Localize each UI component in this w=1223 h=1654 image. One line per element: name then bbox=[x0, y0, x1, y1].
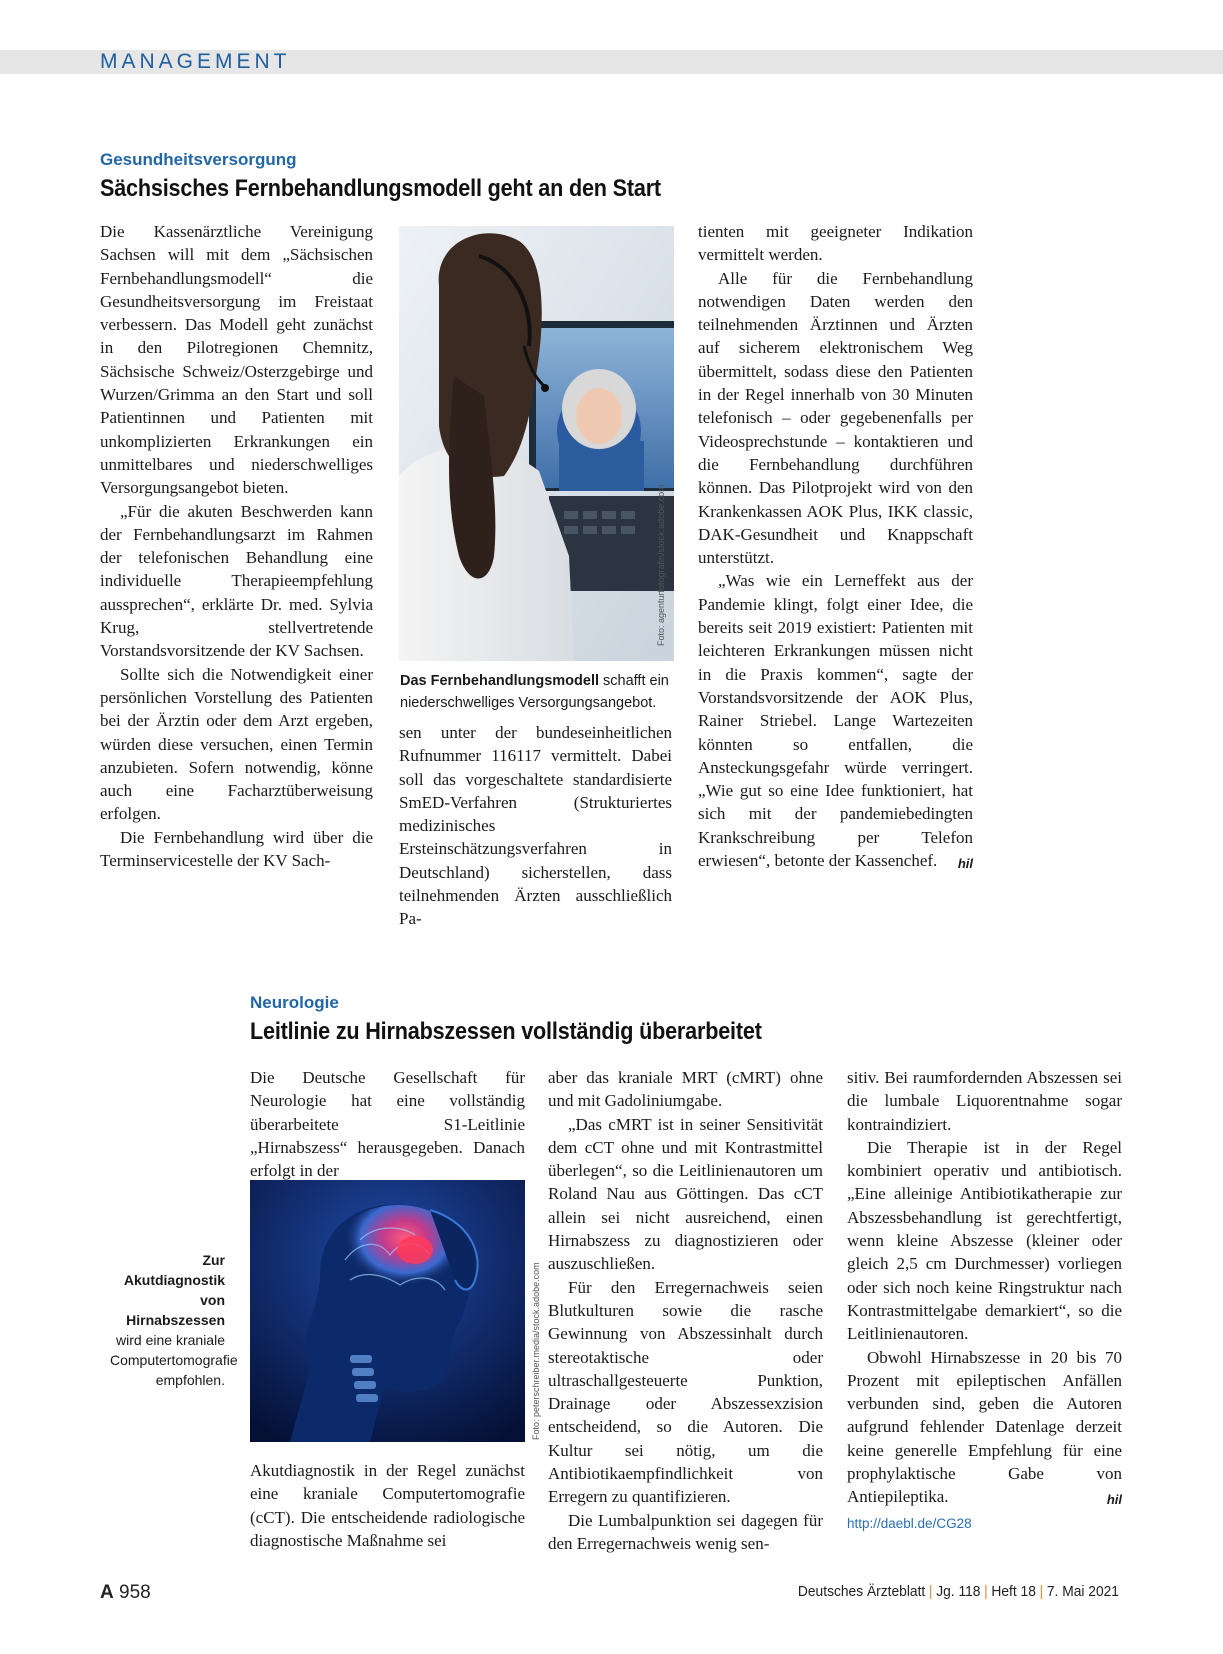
paragraph: Die Lumbalpunktion sei dagegen für den Erregernachweis wenig sen- bbox=[548, 1510, 823, 1553]
paragraph: Für den Erregernachweis seien Blutkulturen sowie die rasche Gewinnung von Abszessinhalt durch stereotaktische oder ultraschallgesteuerte Punktion, Drainage oder Abszessexzision entscheidend, so die Autoren. Die Kultur sei nötig, um die Antibiotikaempfindlichkeit von Erregern zu quantifizieren. bbox=[548, 1277, 823, 1507]
brain-photo bbox=[250, 1180, 525, 1442]
caption-text: schafft ein niederschwelliges Versorgungsangebot. bbox=[400, 673, 669, 711]
article2-kicker: Neurologie bbox=[250, 993, 339, 1012]
paragraph: Die Kassenärztliche Vereinigung Sachsen will mit dem „Sächsischen Fernbehandlungsmodell“ die Gesundheitsversorgung im Freistaat verbessern. Das Modell geht zunächst in den Pilotregionen Chemnitz, Sächsische Schweiz/Osterzgebirge und Wurzen/Grimma an den Start und soll Patientinnen und Patienten mit unkomplizierten Erkrankungen ein unmittelbares und niederschwelliges Versorgungsangebot bieten. bbox=[100, 222, 373, 498]
publication-info: Deutsches Ärzteblatt | Jg. 118 | Heft 18 | 7. Mai 2021 bbox=[797, 1583, 1119, 1600]
reference-link[interactable]: http://daebl.de/CG28 bbox=[847, 1515, 972, 1531]
paragraph: Die Fernbehandlung wird über die Terminservicestelle der KV Sach- bbox=[100, 827, 373, 871]
image-credit: Foto: agenturfotografin/stock.adobe.com bbox=[656, 484, 666, 646]
paragraph: „Für die akuten Beschwerden kann der Fernbehandlungsarzt im Rahmen der telefonischen Behandlung eine individuelle Therapieempfehlung aussprechen“, erklärte Dr. med. Sylvia Krug, stellvertretende Vorstandsvorsitzende der KV Sachsen. bbox=[100, 501, 373, 661]
issue: Heft 18 bbox=[991, 1583, 1036, 1600]
paragraph-text: „Was wie ein Lerneffekt aus der Pandemie klingt, folgt einer Idee, die bereits seit 2019 existiert: Patienten mit leichteren Erkrankungen müssen nicht in die Praxis kommen“, sagte der Vorstandsvorsitzende der AOK Plus, Rainer Striebel. Lange Wartezeiten könnten so entfallen, die Ansteckungsgefahr würde verringert. „Wie gut so eine Idee funktioniert, hat sich mit der pandemiebedingten Krankschreibung per Telefon erwiesen“, betonte der Kassenchef. bbox=[698, 571, 973, 871]
paragraph: tienten mit geeigneter Indikation vermittelt werden. bbox=[698, 222, 973, 265]
paragraph: „Das cMRT ist in seiner Sensitivität dem cCT ohne und mit Kontrastmittel überlegen“, so die Leitlinienautoren um Roland Nau aus Göttingen. Das cCT allein sei nicht ausreichend, einen Hirnabszess zu diagnostizieren oder auszuschließen. bbox=[548, 1114, 823, 1274]
paragraph: Die Therapie ist in der Regel kombiniert operativ und antibiotisch. „Eine alleinige Antibiotikatherapie zur Abszessbehandlung ist gerechtfertigt, wenn kleine Abszesse (kleiner oder gleich 2,5 cm Durchmesser) vorliegen oder sich noch keine Ringstruktur nach Kontrastmittelgabe demarkiert“, so die Leitlinienautoren. bbox=[847, 1137, 1122, 1344]
image-credit: Foto: peterschreiber.media/stock.adobe.com bbox=[531, 1262, 541, 1440]
brain-illustration bbox=[250, 1180, 525, 1442]
article2-headline: Leitlinie zu Hirnabszessen vollständig überarbeitet bbox=[250, 1018, 762, 1045]
telemedicine-photo bbox=[399, 226, 674, 661]
author-signature: hil bbox=[1106, 1492, 1122, 1508]
article2-column-1-top bbox=[250, 1066, 525, 1182]
article2-column-1-bottom bbox=[250, 1459, 525, 1552]
paragraph: Die Deutsche Gesellschaft für Neurologie hat eine vollständig überarbeitete S1-Leitlinie „Hirnabszess“ herausgegeben. Danach erfolgt in der bbox=[250, 1068, 525, 1181]
paragraph-text: Obwohl Hirnabszesse in 20 bis 70 Prozent mit epileptischen Anfällen verbunden sind, geben die Autoren aufgrund fehlender Datenlage derzeit keine generelle Empfehlung für eine prophylaktische Gabe von Antiepileptika. bbox=[847, 1347, 1122, 1507]
article2-column-3 bbox=[847, 1066, 1122, 1535]
paragraph bbox=[847, 1346, 1122, 1509]
article1-column-1 bbox=[100, 220, 373, 872]
paragraph: sitiv. Bei raumfordernden Abszessen sei die lumbale Liquorentnahme sogar kontraindiziert. bbox=[847, 1068, 1122, 1134]
page-number-value: 958 bbox=[119, 1582, 151, 1603]
caption-bold: Zur Akutdiagnostik von Hirnabszessen bbox=[123, 1252, 225, 1328]
section-label: MANAGEMENT bbox=[100, 50, 291, 73]
page-prefix: A bbox=[100, 1582, 114, 1603]
telemedicine-illustration bbox=[399, 226, 674, 661]
article1-caption bbox=[400, 670, 690, 714]
author-signature: hil bbox=[957, 856, 973, 872]
article1-kicker: Gesundheitsversorgung bbox=[100, 150, 297, 169]
article2-caption bbox=[110, 1250, 238, 1390]
paragraph: sen unter der bundeseinheitlichen Rufnummer 116117 vermittelt. Dabei soll das vorgeschaltete standardisierte SmED-Verfahren (Strukturiertes medizinisches Ersteinschätzungsverfahren in Deutschland) sicherstellen, dass teilnehmenden Ärzten ausschließlich Pa- bbox=[399, 723, 672, 929]
volume: Jg. 118 bbox=[936, 1583, 981, 1600]
article2-column-2 bbox=[548, 1066, 823, 1555]
paragraph: Alle für die Fernbehandlung notwendigen Daten werden den teilnehmenden Ärztinnen und Ärzten auf sicherem elektronischem Weg übermittelt, sodass diese den Patienten in der Regel innerhalb von 30 Minuten telefonisch – oder gegebenenfalls per Videosprechstunde – kontaktieren und die Fernbehandlung durchführen können. Das Pilotprojekt wird von den Krankenkassen AOK Plus, IKK classic, DAK-Gesundheit und Knappschaft unterstützt. bbox=[698, 268, 973, 568]
caption-bold: Das Fernbehandlungsmodell bbox=[400, 673, 599, 689]
caption-text: wird eine kraniale Computertomografie empfohlen. bbox=[110, 1332, 238, 1388]
page-number bbox=[100, 1582, 151, 1604]
article1-column-3 bbox=[698, 220, 973, 875]
paragraph: Sollte sich die Notwendigkeit einer persönlichen Vorstellung des Patienten bei der Ärztin oder dem Arzt ergeben, würden diese versuchen, einen Termin anzubieten. Sofern notwendig, könne auch eine Facharztüberweisung erfolgen. bbox=[100, 664, 373, 824]
article1-column-2 bbox=[399, 721, 672, 931]
article1-headline: Sächsisches Fernbehandlungsmodell geht an den Start bbox=[100, 175, 661, 202]
journal-name: Deutsches Ärzteblatt bbox=[797, 1583, 926, 1600]
paragraph: aber das kraniale MRT (cMRT) ohne und mit Gadoliniumgabe. bbox=[548, 1068, 823, 1111]
paragraph: Akutdiagnostik in der Regel zunächst eine kraniale Computertomografie (cCT). Die entscheidende radiologische diagnostische Maßnahme sei bbox=[250, 1461, 525, 1550]
paragraph bbox=[698, 569, 973, 872]
issue-date: 7. Mai 2021 bbox=[1046, 1583, 1119, 1600]
